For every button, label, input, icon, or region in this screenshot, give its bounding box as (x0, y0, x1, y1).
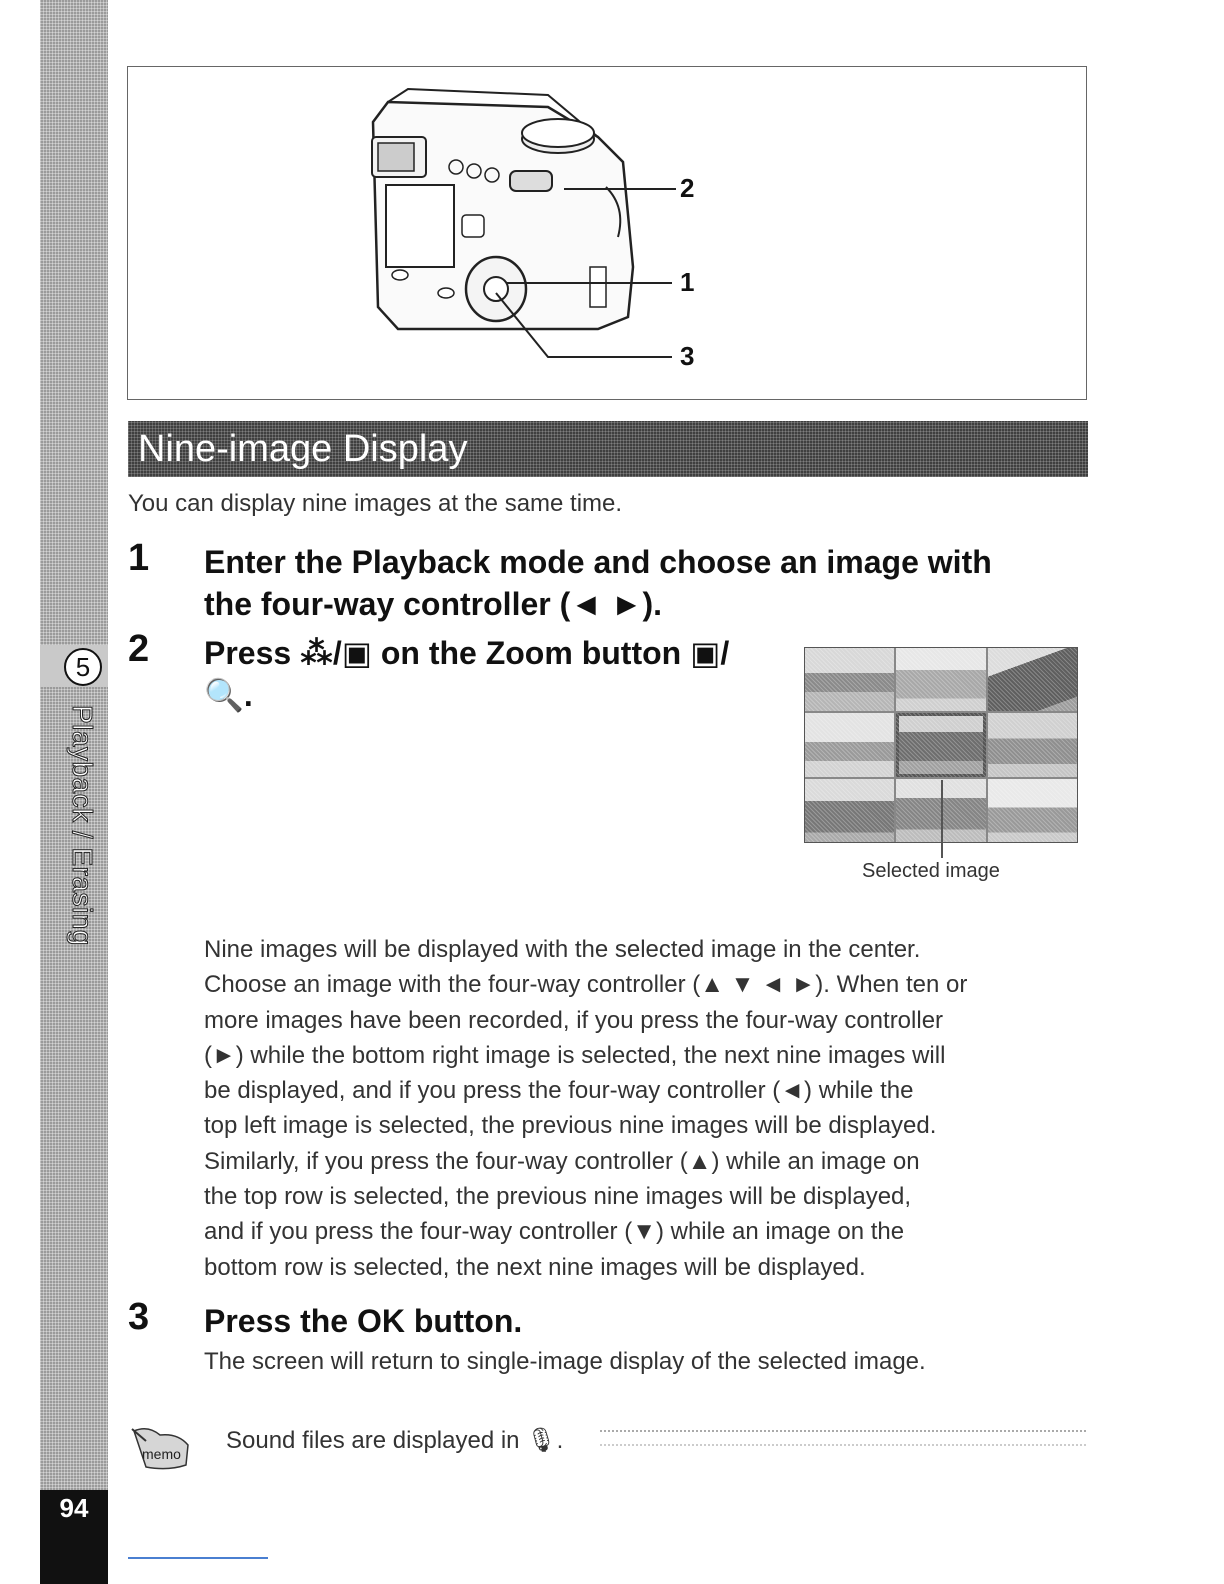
intro-text: You can display nine images at the same time. (128, 490, 623, 517)
memo-divider (600, 1430, 1086, 1446)
grid-caption: Selected image (862, 860, 1000, 882)
body-line: the top row is selected, the previous nine images will be displayed, (204, 1183, 912, 1211)
memo-icon (128, 1425, 194, 1473)
step-2-heading-line2: 🔍. (204, 677, 253, 713)
body-line: (►) while the bottom right image is selected, the next nine images will (204, 1041, 946, 1069)
footer-rule (128, 1557, 268, 1559)
selected-thumbnail-image (896, 713, 985, 776)
camera-figure (127, 66, 1087, 400)
step-2-description (204, 932, 1084, 1285)
step-3-heading: Press the OK button. (204, 1303, 523, 1339)
callout-3: 3 (680, 341, 695, 371)
step-2-number: 2 (128, 628, 150, 670)
thumbnail-image (805, 779, 894, 842)
body-line: top left image is selected, the previous nine images will be displayed. (204, 1112, 937, 1140)
thumbnail-image (988, 779, 1077, 842)
chapter-title: Playback / Erasing (67, 705, 98, 946)
section-title: Nine-image Display (138, 428, 468, 470)
chapter-number: 5 (64, 648, 102, 686)
callout-2: 2 (680, 173, 695, 203)
callout-1: 1 (680, 267, 695, 297)
step-1-number: 1 (128, 537, 150, 579)
body-line: bottom row is selected, the next nine images will be displayed. (204, 1253, 866, 1281)
body-line: Choose an image with the four-way controller (▲ ▼ ◄ ►). When ten or (204, 971, 968, 999)
thumbnail-image (805, 648, 894, 711)
step-1-heading-line1: Enter the Playback mode and choose an image with (204, 544, 992, 580)
step-1-heading-line2: the four-way controller (◄ ►). (204, 586, 663, 622)
thumbnail-image (988, 648, 1077, 711)
thumbnail-image (805, 713, 894, 776)
camera-illustration (128, 67, 1088, 401)
memo-icon-label: memo (142, 1446, 181, 1462)
page-number: 94 (40, 1490, 108, 1584)
caption-pointer (941, 780, 943, 858)
step-2-heading-line1: Press ⁂/▣ on the Zoom button ▣/ (204, 635, 730, 671)
body-line: more images have been recorded, if you press the four-way controller (204, 1006, 944, 1034)
thumbnail-image (896, 648, 985, 711)
memo-text: Sound files are displayed in 🎙. (226, 1427, 564, 1454)
body-line: Similarly, if you press the four-way controller (▲) while an image on (204, 1147, 920, 1175)
body-line: be displayed, and if you press the four-way controller (◄) while the (204, 1077, 914, 1105)
step-3-number: 3 (128, 1296, 150, 1338)
body-line: and if you press the four-way controller (▼) while an image on the (204, 1218, 905, 1246)
body-line: Nine images will be displayed with the selected image in the center. (204, 936, 921, 963)
step-3-description: The screen will return to single-image display of the selected image. (204, 1348, 926, 1375)
thumbnail-image (988, 713, 1077, 776)
